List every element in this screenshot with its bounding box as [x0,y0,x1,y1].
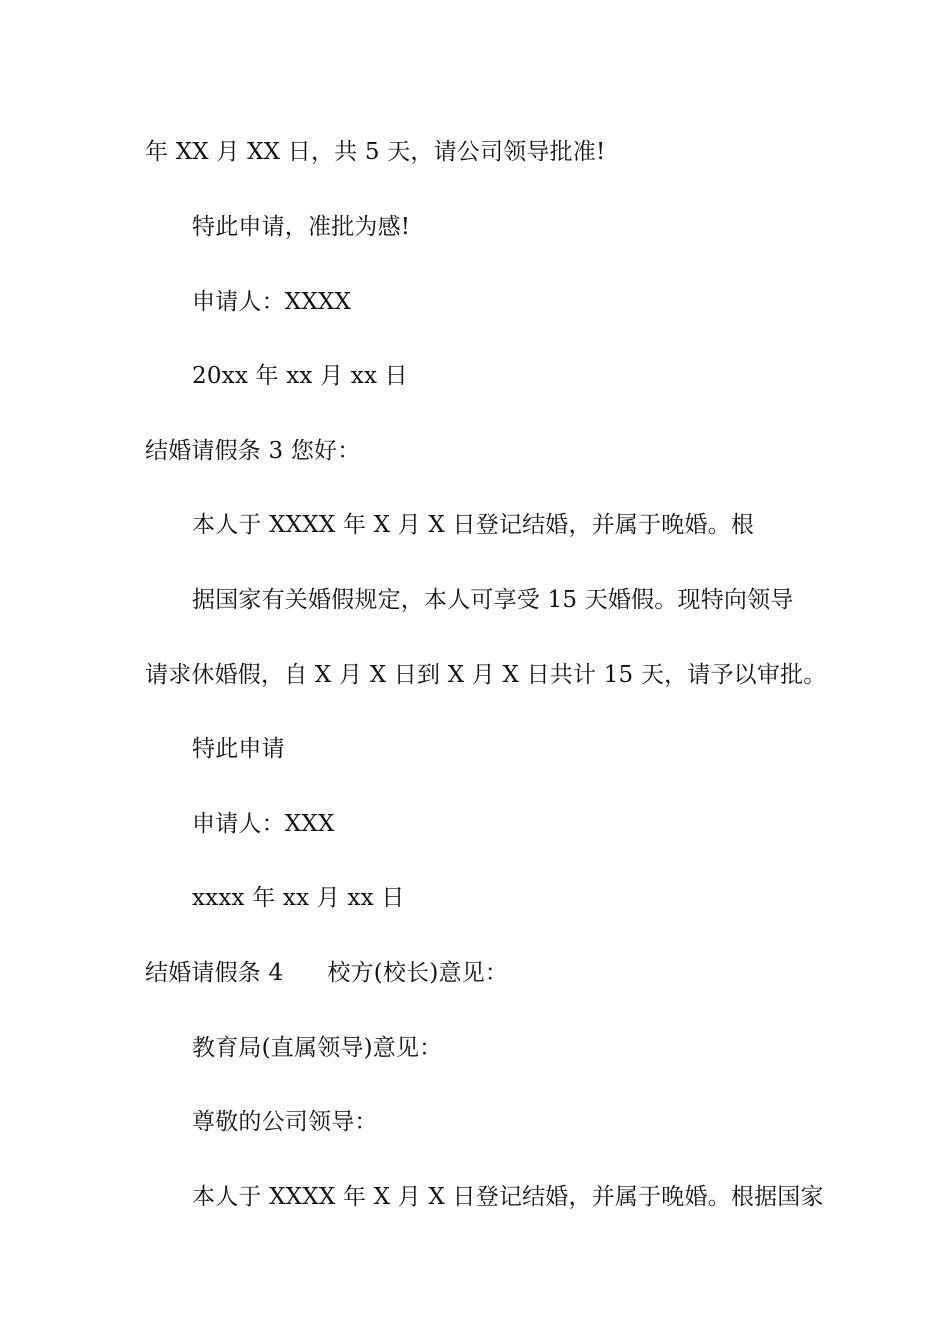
date-line: 20xx 年 xx 月 xx 日 [192,363,408,389]
marriage-leave-rule-line: 据国家有关婚假规定，本人可享受 15 天婚假。现特向领导 [192,587,794,613]
section-heading-label: 结婚请假条 4 [145,960,284,986]
applicant-line: 申请人：XXXX [192,289,352,315]
leave-dates-line: 年 XX 月 XX 日，共 5 天，请公司领导批准! [145,139,606,165]
request-closing-line: 特此申请，准批为感! [192,214,411,240]
request-closing-line: 特此申请 [192,736,285,762]
marriage-statement-line: 本人于 XXXX 年 X 月 X 日登记结婚，并属于晚婚。根 [192,512,755,538]
leave-request-line: 请求休婚假，自 X 月 X 日到 X 月 X 日共计 15 天，请予以审批。 [145,662,827,688]
salutation-line: 尊敬的公司领导： [192,1109,378,1135]
school-opinion-label: 校方(校长)意见： [327,960,509,986]
section-heading-3: 结婚请假条 3 您好： [145,438,361,464]
section-heading-4 [145,956,825,990]
education-bureau-opinion-line: 教育局(直属领导)意见： [192,1035,443,1061]
marriage-statement-line: 本人于 XXXX 年 X 月 X 日登记结婚，并属于晚婚。根据国家 [192,1184,824,1210]
date-line: xxxx 年 xx 月 xx 日 [192,885,405,911]
applicant-line: 申请人：XXX [192,811,335,837]
